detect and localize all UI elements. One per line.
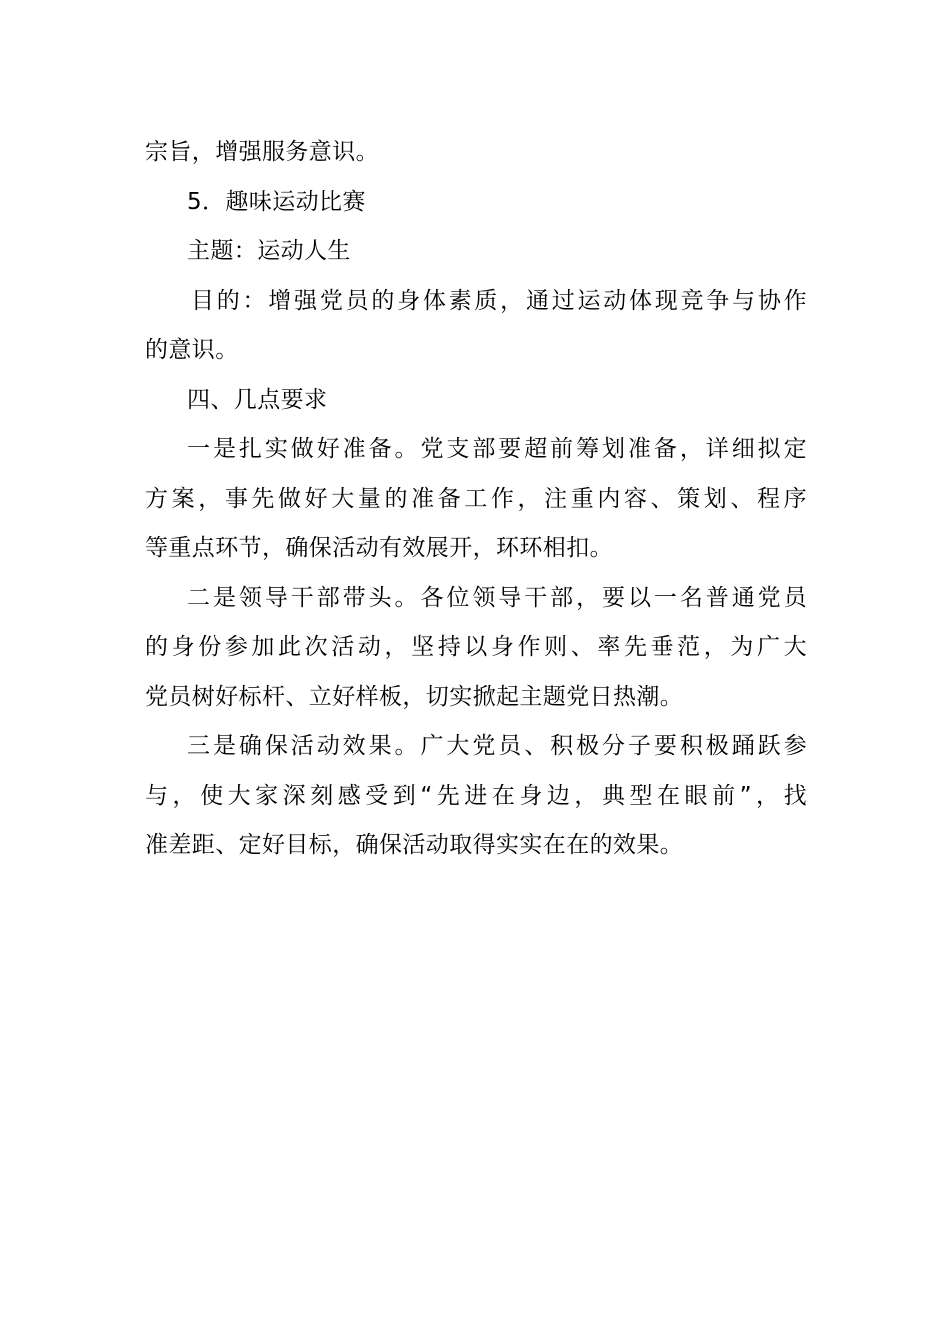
text-line-5: 的意识。 — [145, 337, 239, 363]
text-line-8: 方案，事先做好大量的准备工作，注重内容、策划、程序 — [145, 485, 807, 512]
text-line-11: 的身份参加此次活动，坚持以身作则、率先垂范，为广大 — [145, 634, 807, 660]
text-line-14: 与，使大家深刻感受到“先进在身边，典型在眼前”，找 — [145, 782, 807, 809]
text-line-1: 宗旨，增强服务意识。 — [145, 139, 379, 165]
text-line-9: 等重点环节，确保活动有效展开，环环相扣。 — [145, 535, 613, 561]
document-body — [145, 128, 807, 871]
text-line-6-heading: 四、几点要求 — [187, 386, 328, 413]
text-line-4: 目的：增强党员的身体素质，通过运动体现竞争与协作 — [191, 287, 807, 314]
text-line-3: 主题：运动人生 — [187, 238, 351, 264]
text-line-7: 一是扎实做好准备。党支部要超前筹划准备，详细拟定 — [187, 436, 807, 462]
text-line-13: 三是确保活动效果。广大党员、积极分子要积极踊跃参 — [187, 733, 807, 759]
text-line-10: 二是领导干部带头。各位领导干部，要以一名普通党员 — [187, 584, 807, 611]
text-line-15: 准差距、定好目标，确保活动取得实实在在的效果。 — [145, 832, 684, 858]
text-line-2-heading: 5．趣味运动比赛 — [187, 188, 366, 215]
text-line-12: 党员树好标杆、立好样板，切实掀起主题党日热潮。 — [145, 683, 684, 710]
